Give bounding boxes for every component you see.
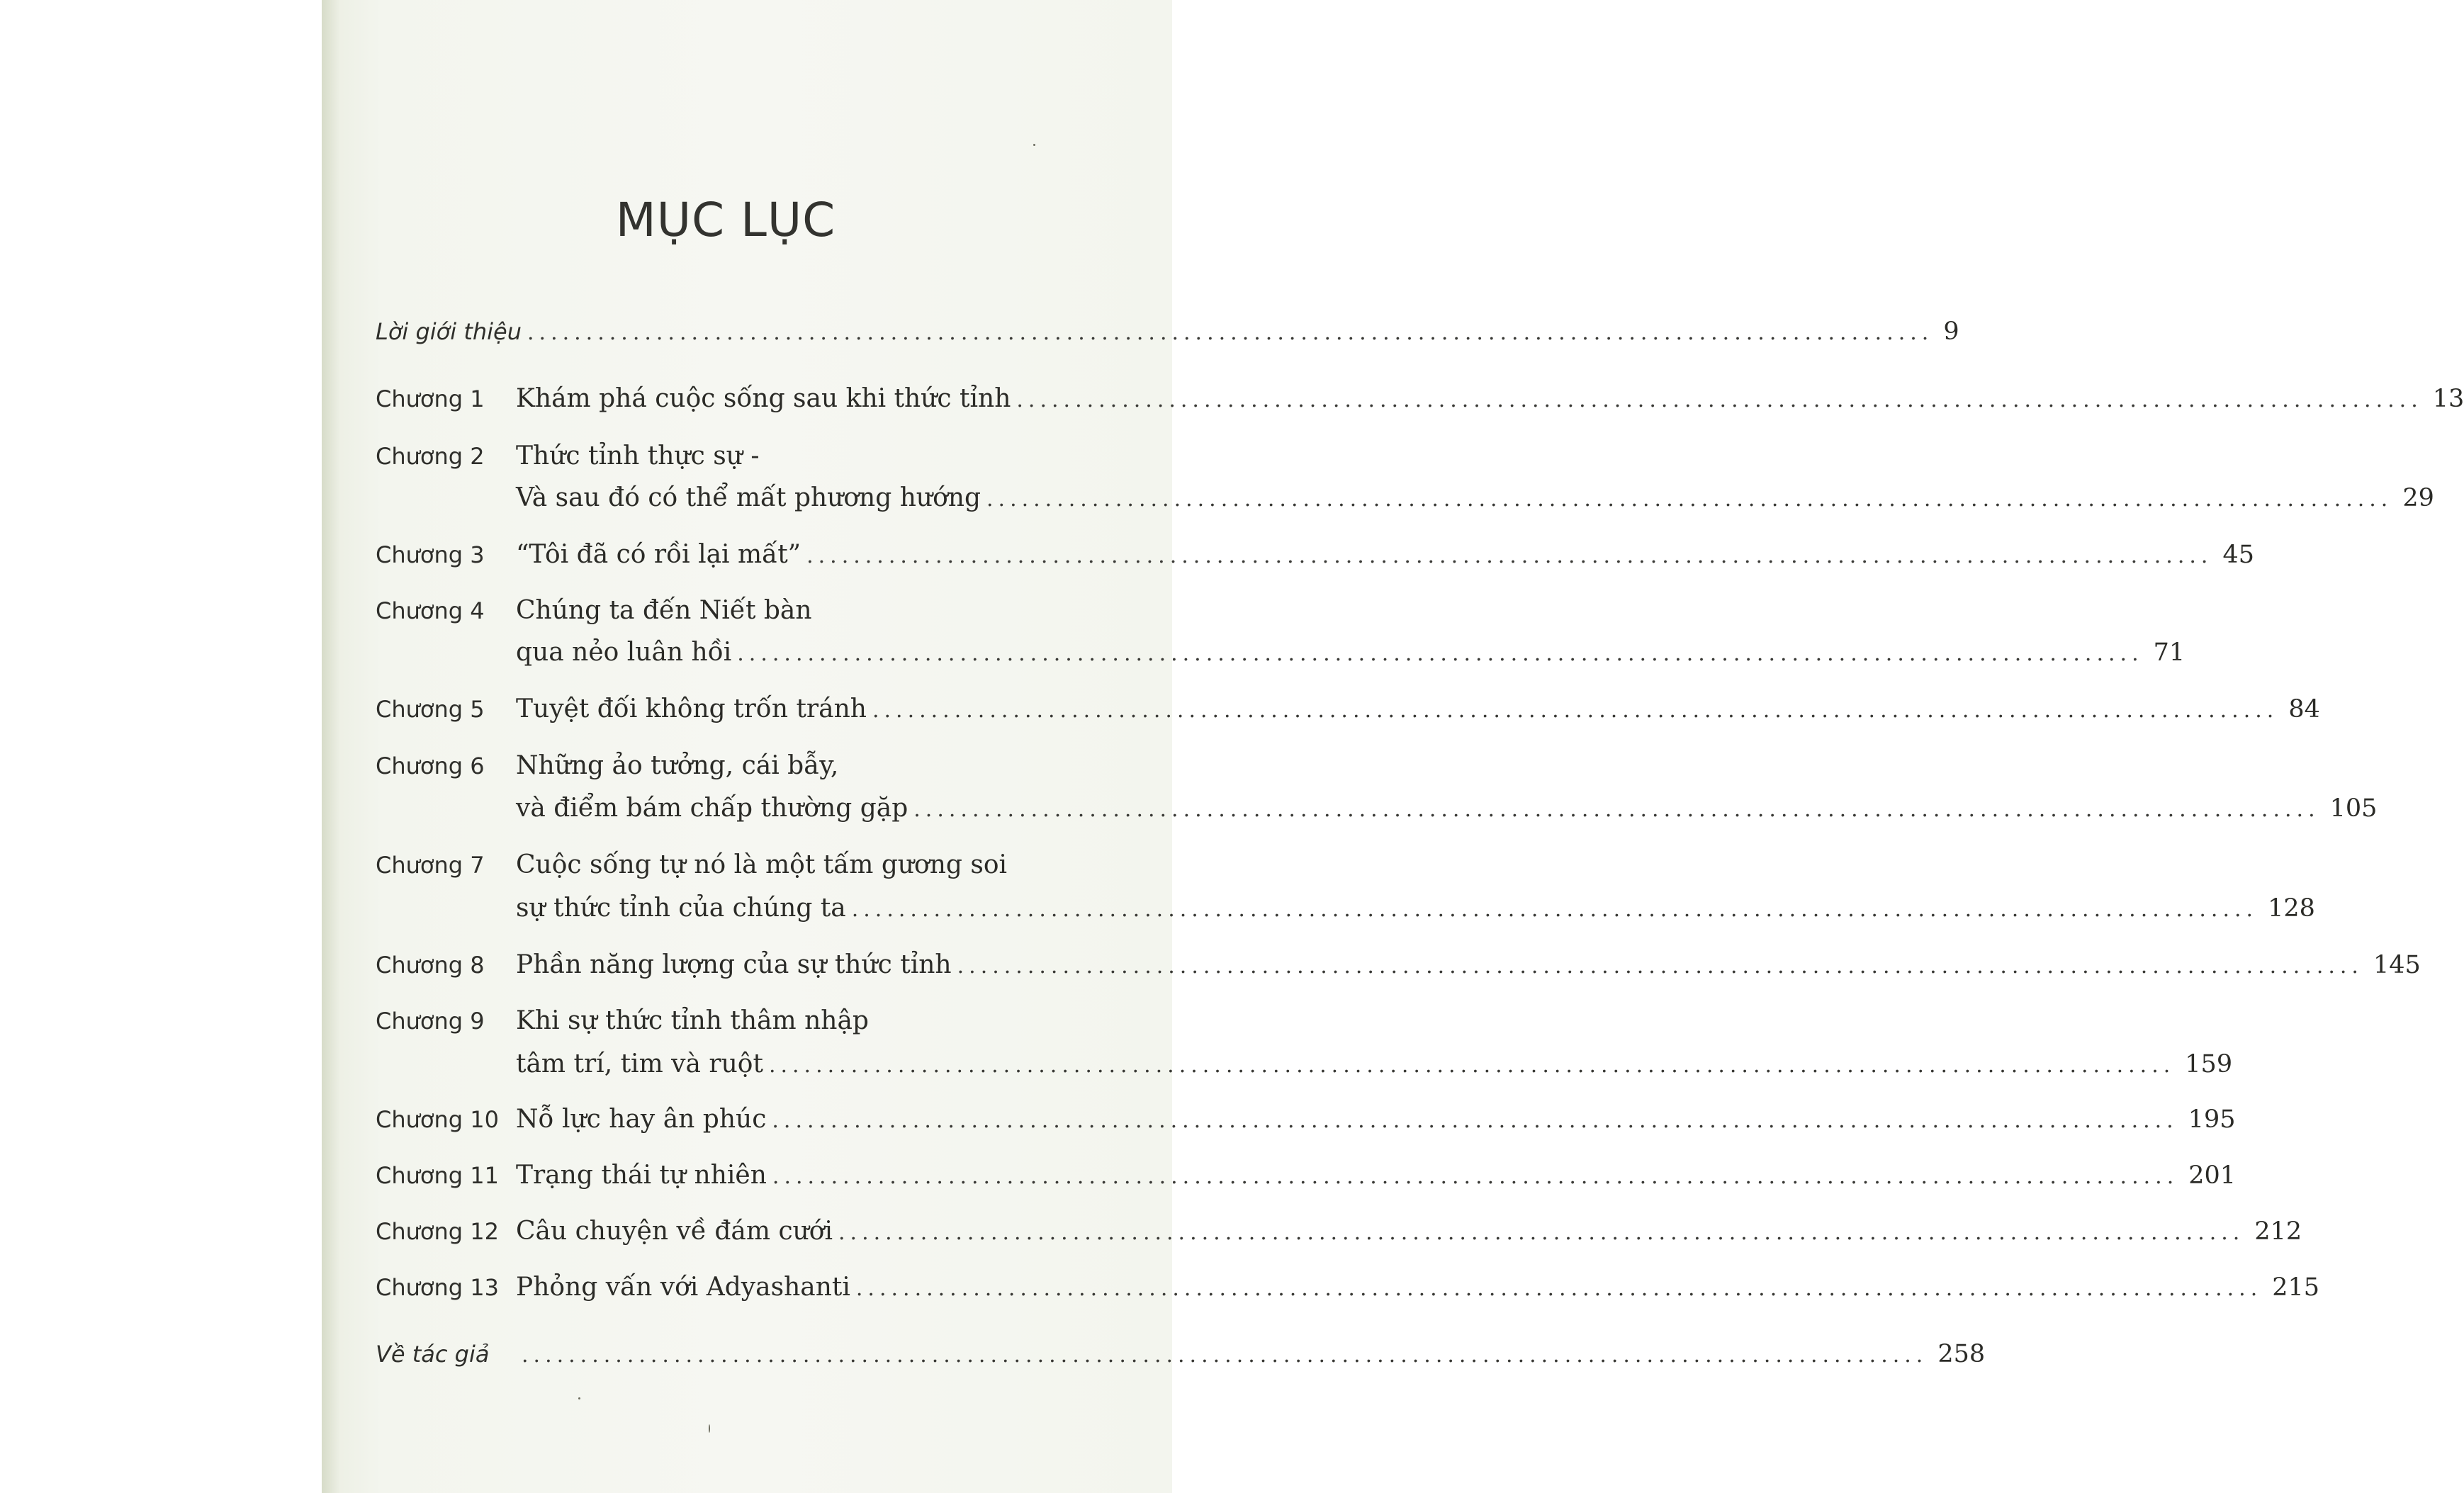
dot-leader: ........................................................................................................................ — [772, 1164, 2179, 1189]
toc-chapter-entry — [376, 638, 2185, 677]
toc-entry-title: Thức tỉnh thực sự - — [516, 441, 760, 471]
toc-page-number: 258 — [1937, 1340, 1986, 1368]
dot-leader: ........................................................................................................................ — [851, 897, 2258, 922]
toc-chapter-entry — [376, 1273, 2320, 1312]
chapter-label: Chương 2 — [376, 443, 485, 470]
chapter-label: Chương 7 — [376, 852, 485, 879]
toc-chapter-entry — [376, 751, 1074, 791]
chapter-label: Chương 12 — [376, 1218, 499, 1245]
chapter-label: Chương 9 — [376, 1008, 485, 1035]
dot-leader: ........................................................................................................................ — [522, 1343, 1928, 1368]
dot-leader: ........................................................................................................................ — [527, 320, 1934, 345]
dot-leader: ........................................................................................................................ — [872, 698, 2279, 723]
toc-page-number: 71 — [2153, 638, 2185, 667]
dot-leader: ........................................................................................................................ — [957, 954, 2363, 979]
dot-leader: ........................................................................................................................ — [772, 1108, 2178, 1133]
toc-chapter-entry — [376, 694, 2320, 734]
toc-entry-title: Những ảo tưởng, cái bẫy, — [516, 751, 839, 780]
dot-leader: ........................................................................................................................ — [986, 487, 2393, 512]
toc-page-number: 29 — [2402, 484, 2434, 512]
toc-page-number: 212 — [2254, 1217, 2302, 1246]
toc-chapter-entry — [376, 1161, 2237, 1200]
toc-entry-title: Câu chuyện về đám cưới — [516, 1217, 833, 1246]
toc-entry-title: Trạng thái tự nhiên — [516, 1161, 767, 1190]
chapter-label: Chương 11 — [376, 1162, 499, 1189]
chapter-label: Chương 4 — [376, 597, 485, 624]
toc-entry-title: Phần năng lượng của sự thức tỉnh — [516, 950, 952, 979]
dot-leader: ........................................................................................................................ — [1016, 388, 2423, 412]
toc-about-entry — [376, 1340, 1986, 1380]
toc-chapter-entry — [376, 794, 2378, 833]
toc-entry-title: Chúng ta đến Niết bàn — [516, 596, 812, 625]
toc-chapter-entry — [376, 1217, 2302, 1256]
toc-page-number: 145 — [2373, 951, 2421, 979]
toc-chapter-entry — [376, 850, 1074, 890]
chapter-label: Chương 13 — [376, 1274, 499, 1301]
intro-label: Lời giới thiệu — [376, 318, 522, 345]
dot-leader: ........................................................................................................................ — [737, 641, 2144, 666]
paper-speck — [709, 1424, 710, 1433]
toc-chapter-entry — [376, 384, 2464, 424]
toc-page-number: 128 — [2268, 894, 2315, 923]
about-author-label: Về tác giả — [376, 1341, 490, 1368]
toc-page-number: 159 — [2185, 1050, 2233, 1078]
toc-page-number: 84 — [2288, 695, 2320, 723]
toc-entry-title: Khi sự thức tỉnh thâm nhập — [516, 1006, 869, 1035]
toc-intro-entry — [376, 317, 1959, 357]
toc-entry-title: Và sau đó có thể mất phương hướng — [516, 483, 981, 512]
toc-chapter-entry — [376, 1105, 2236, 1144]
chapter-label: Chương 10 — [376, 1106, 499, 1133]
toc-entry-title: “Tôi đã có rồi lại mất” — [516, 540, 801, 569]
dot-leader: ........................................................................................................................ — [855, 1276, 2263, 1301]
toc-page-number: 9 — [1943, 317, 1959, 346]
toc-entry-title: qua nẻo luân hồi — [516, 638, 732, 667]
chapter-label: Chương 8 — [376, 952, 485, 979]
toc-chapter-entry — [376, 950, 2421, 990]
toc-entry-title: Cuộc sống tự nó là một tấm gương soi — [516, 850, 1008, 879]
toc-chapter-entry — [376, 596, 1074, 636]
dot-leader: ........................................................................................................................ — [768, 1053, 2176, 1078]
paper-speck — [1033, 144, 1035, 146]
toc-entry-title: và điểm bám chấp thường gặp — [516, 794, 908, 823]
toc-entry-title: Phỏng vấn với Adyashanti — [516, 1273, 850, 1302]
toc-page-number: 201 — [2188, 1161, 2237, 1190]
toc-entry-title: Tuyệt đối không trốn tránh — [516, 694, 867, 723]
dot-leader: ........................................................................................................................ — [838, 1220, 2245, 1245]
toc-entry-title: Nỗ lực hay ân phúc — [516, 1105, 767, 1134]
toc-entry-title: sự thức tỉnh của chúng ta — [516, 894, 846, 923]
toc-page-number: 195 — [2188, 1105, 2236, 1134]
toc-page-number: 105 — [2329, 794, 2378, 823]
toc-chapter-entry — [376, 1049, 2233, 1089]
toc-chapter-entry — [376, 1006, 1074, 1046]
dot-leader: ........................................................................................................................ — [806, 543, 2213, 568]
toc-page-number: 215 — [2272, 1273, 2320, 1302]
toc-entry-title: Khám phá cuộc sống sau khi thức tỉnh — [516, 384, 1011, 413]
toc-chapter-entry — [376, 441, 1074, 481]
paper-speck — [578, 1397, 580, 1399]
chapter-label: Chương 3 — [376, 541, 485, 568]
toc-chapter-entry — [376, 540, 2254, 580]
toc-page-number: 45 — [2222, 541, 2254, 569]
chapter-label: Chương 6 — [376, 753, 485, 779]
chapter-label: Chương 5 — [376, 696, 485, 723]
toc-chapter-entry — [376, 483, 2434, 523]
toc-entry-title: tâm trí, tim và ruột — [516, 1049, 763, 1078]
chapter-label: Chương 1 — [376, 385, 485, 412]
toc-chapter-entry — [376, 894, 2315, 933]
dot-leader: ........................................................................................................................ — [913, 797, 2320, 822]
page-title: MỤC LỤC — [615, 193, 836, 248]
toc-page-number: 13 — [2432, 385, 2464, 413]
